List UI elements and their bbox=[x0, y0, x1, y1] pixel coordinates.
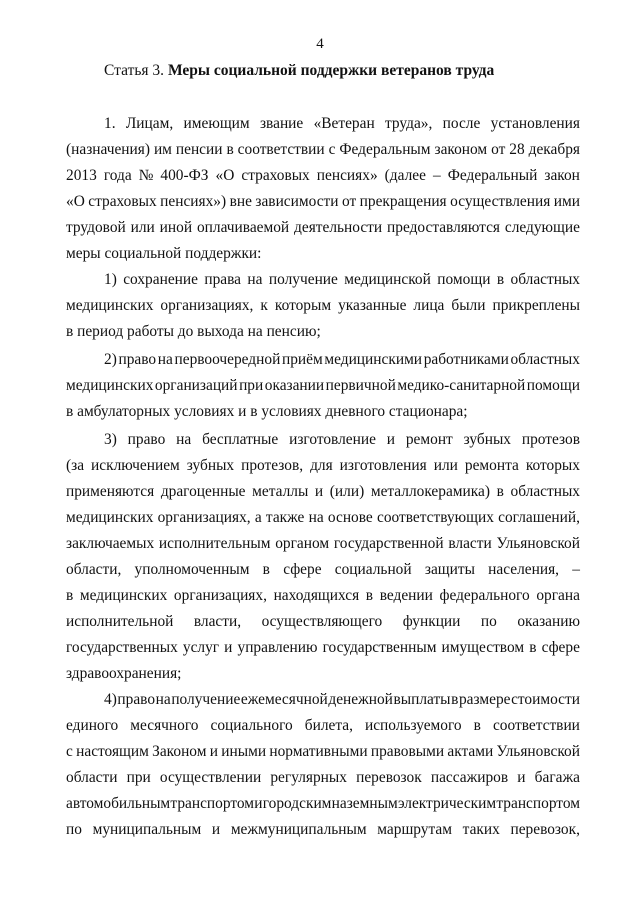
text-line: 4) право на получение ежемесячной денежной выплаты в размере стоимости bbox=[104, 691, 580, 708]
text-line: медицинских организаций при оказании первичной медико-санитарной помощи bbox=[66, 377, 580, 394]
article-title: Меры социальной поддержки ветеранов труда bbox=[167, 62, 495, 79]
page-number: 4 bbox=[316, 36, 324, 52]
article-heading bbox=[104, 62, 494, 80]
text-line: в медицинских организациях, находящихся в ведении федерального органа bbox=[66, 587, 580, 604]
text-line: с настоящим Законом и иными нормативными правовыми актами Ульяновской bbox=[66, 743, 580, 760]
text-line: области при осуществлении регулярных перевозок пассажиров и багажа bbox=[66, 769, 580, 786]
text-line: заключаемых исполнительным органом государственной власти Ульяновской bbox=[66, 535, 580, 552]
text-line: трудовой или иной оплачиваемой деятельности предоставляются следующие bbox=[66, 219, 580, 236]
text-line: единого месячного социального билета, используемого в соответствии bbox=[66, 717, 580, 734]
text-line: государственных услуг и управлению государственным имуществом в сфере bbox=[66, 639, 580, 656]
text-line: исполнительной власти, осуществляющего функции по оказанию bbox=[66, 613, 580, 630]
text-line: медицинских организациях, а также на основе соответствующих соглашений, bbox=[66, 509, 580, 526]
text-line: медицинских организациях, к которым указанные лица были прикреплены bbox=[66, 297, 580, 314]
text-line: 3) право на бесплатные изготовление и ремонт зубных протезов bbox=[104, 431, 580, 448]
text-line: в амбулаторных условиях и в условиях дневного стационара; bbox=[66, 403, 468, 420]
text-line: применяются драгоценные металлы и (или) металлокерамика) в областных bbox=[66, 483, 580, 500]
text-line: области, уполномоченным в сфере социальной защиты населения, – bbox=[66, 561, 580, 578]
text-line: меры социальной поддержки: bbox=[66, 245, 262, 262]
text-line: 1. Лицам, имеющим звание «Ветеран труда», после установления bbox=[104, 115, 580, 132]
text-line: 1) сохранение права на получение медицинской помощи в областных bbox=[104, 271, 580, 288]
text-line: (за исключением зубных протезов, для изготовления или ремонта которых bbox=[66, 457, 580, 474]
text-line: «О страховых пенсиях») вне зависимости от прекращения осуществления ими bbox=[66, 193, 580, 210]
text-line: (назначения) им пенсии в соответствии с Федеральным законом от 28 декабря bbox=[66, 141, 580, 158]
article-label: Статья 3. bbox=[104, 62, 165, 79]
text-line: в период работы до выхода на пенсию; bbox=[66, 323, 321, 340]
text-line: 2013 года № 400-ФЗ «О страховых пенсиях» (далее – Федеральный закон bbox=[66, 167, 580, 184]
text-line: здравоохранения; bbox=[66, 665, 182, 682]
text-line: по муниципальным и межмуниципальным маршрутам таких перевозок, bbox=[66, 821, 580, 838]
text-line: 2) право на первоочередной приём медицинскими работниками областных bbox=[104, 351, 580, 368]
text-line: автомобильным транспортом и городским наземным электрическим транспортом bbox=[66, 795, 580, 812]
